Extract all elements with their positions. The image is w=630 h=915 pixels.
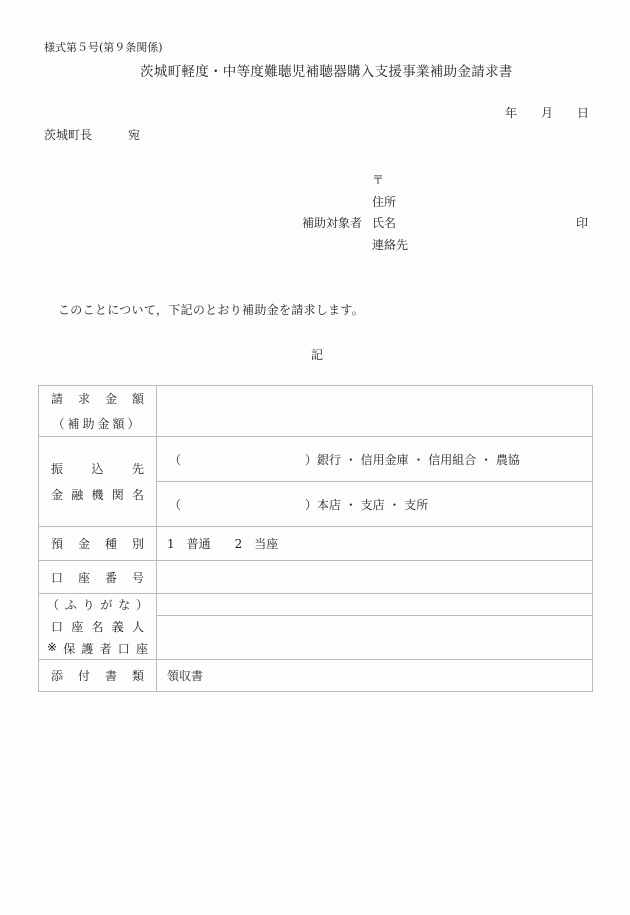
request-statement: このことについて，下記のとおり補助金を請求します。 [58, 303, 365, 317]
form-number: 様式第５号(第９条関係) [44, 41, 163, 54]
document-title: 茨城町軽度・中等度難聴児補聴器購入支援事業補助金請求書 [140, 64, 513, 80]
ki-heading: 記 [311, 348, 324, 362]
amount-field[interactable] [157, 386, 593, 437]
addressee-name: 茨城町長 [44, 128, 93, 142]
date-month-label: 月 [541, 106, 554, 120]
account-holder-field[interactable] [157, 616, 593, 660]
seal-mark: 印 [576, 216, 589, 230]
deposit-type-field[interactable]: 1 普通 2 当座 [157, 527, 593, 561]
address-label: 住所 [372, 195, 397, 209]
amount-label: 請 求 金 額 （補助金額） [39, 386, 157, 437]
attachments-field[interactable]: 領収書 [157, 660, 593, 692]
applicant-role: 補助対象者 [302, 216, 363, 230]
furigana-field[interactable] [157, 594, 593, 616]
contact-label: 連絡先 [372, 238, 409, 252]
deposit-type-label: 預 金 種 別 [39, 527, 157, 561]
claim-form-table [38, 385, 593, 692]
bank-label: 振 込 先 金 融 機 関 名 [39, 437, 157, 527]
name-label: 氏名 [372, 216, 397, 230]
attachments-label: 添 付 書 類 [39, 660, 157, 692]
date-year-label: 年 [505, 106, 518, 120]
account-number-label: 口 座 番 号 [39, 561, 157, 594]
bank-name-field[interactable]: （ ）銀行 ・ 信用金庫 ・ 信用組合 ・ 農協 [157, 437, 593, 482]
account-number-field[interactable] [157, 561, 593, 594]
postal-mark: 〒 [372, 173, 385, 187]
date-day-label: 日 [577, 106, 590, 120]
account-holder-label: （ ふ り が な ） 口 座 名 義 人 ※ 保 護 者 口 座 [39, 594, 157, 660]
addressee-suffix: 宛 [128, 128, 141, 142]
branch-name-field[interactable]: （ ）本店 ・ 支店 ・ 支所 [157, 482, 593, 527]
